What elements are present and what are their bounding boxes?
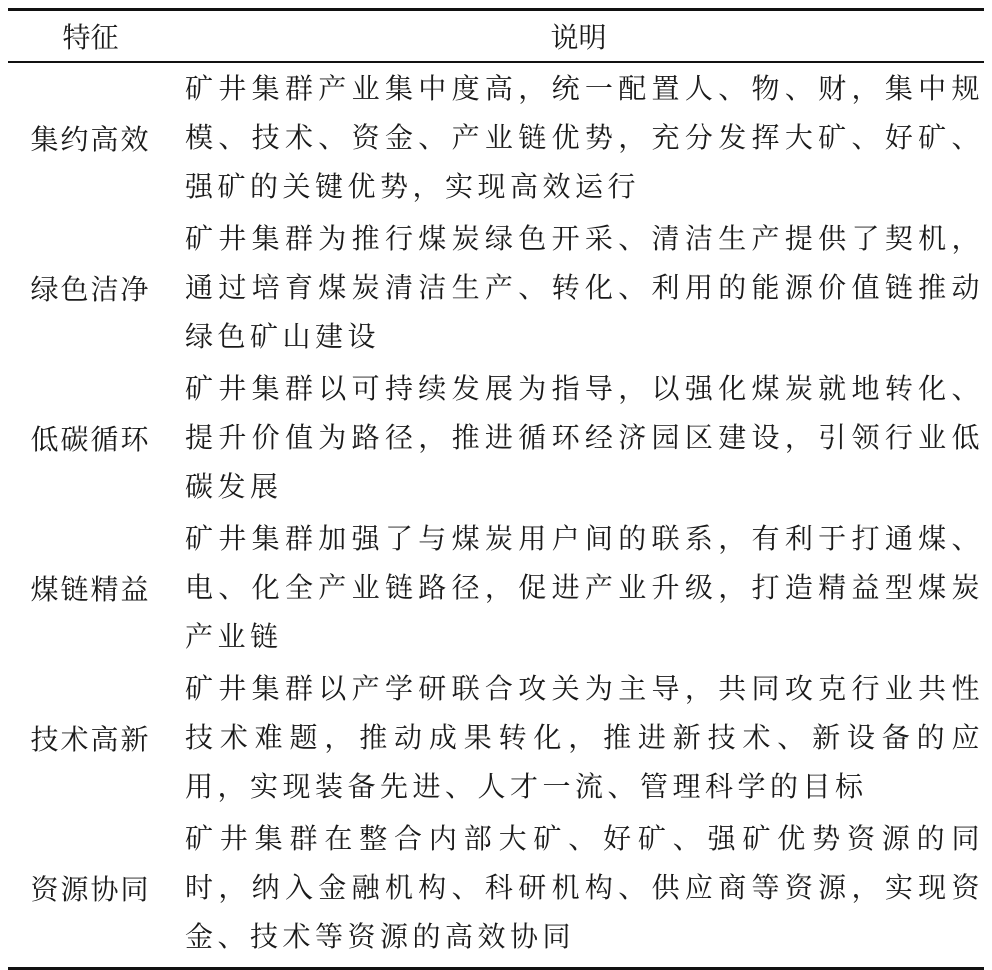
table-header — [8, 11, 984, 61]
row-feature: 资源协同 — [30, 872, 151, 906]
row-feature: 低碳循环 — [30, 422, 151, 456]
header-feature: 特征 — [62, 21, 119, 54]
table-row — [8, 663, 984, 813]
row-description: 矿井集群加强了与煤炭用户间的联系，有利于打通煤、电、化全产业链路径，促进产业升级，打造精益型煤炭产业链 — [185, 522, 984, 653]
row-feature: 煤链精益 — [30, 572, 151, 606]
table-row — [8, 363, 984, 513]
row-description: 矿井集群以可持续发展为指导，以强化煤炭就地转化、提升价值为路径，推进循环经济园区建设，引领行业低碳发展 — [185, 372, 984, 503]
row-description: 矿井集群以产学研联合攻关为主导，共同攻克行业共性技术难题，推动成果转化，推进新技术、新设备的应用，实现装备先进、人才一流、管理科学的目标 — [185, 672, 984, 803]
header-description: 说明 — [550, 21, 607, 54]
table-row — [8, 63, 984, 213]
row-feature: 集约高效 — [30, 122, 151, 156]
table-bottom-rule — [8, 967, 984, 970]
row-feature: 绿色洁净 — [30, 272, 151, 306]
row-feature: 技术高新 — [30, 722, 151, 756]
table-row — [8, 213, 984, 363]
feature-table — [8, 8, 984, 970]
row-description: 矿井集群为推行煤炭绿色开采、清洁生产提供了契机，通过培育煤炭清洁生产、转化、利用的能源价值链推动绿色矿山建设 — [185, 222, 984, 353]
table-row — [8, 513, 984, 663]
row-description: 矿井集群在整合内部大矿、好矿、强矿优势资源的同时，纳入金融机构、科研机构、供应商等资源，实现资金、技术等资源的高效协同 — [185, 822, 984, 953]
row-description: 矿井集群产业集中度高，统一配置人、物、财，集中规模、技术、资金、产业链优势，充分发挥大矿、好矿、强矿的关键优势，实现高效运行 — [185, 72, 984, 203]
table-row — [8, 813, 984, 963]
